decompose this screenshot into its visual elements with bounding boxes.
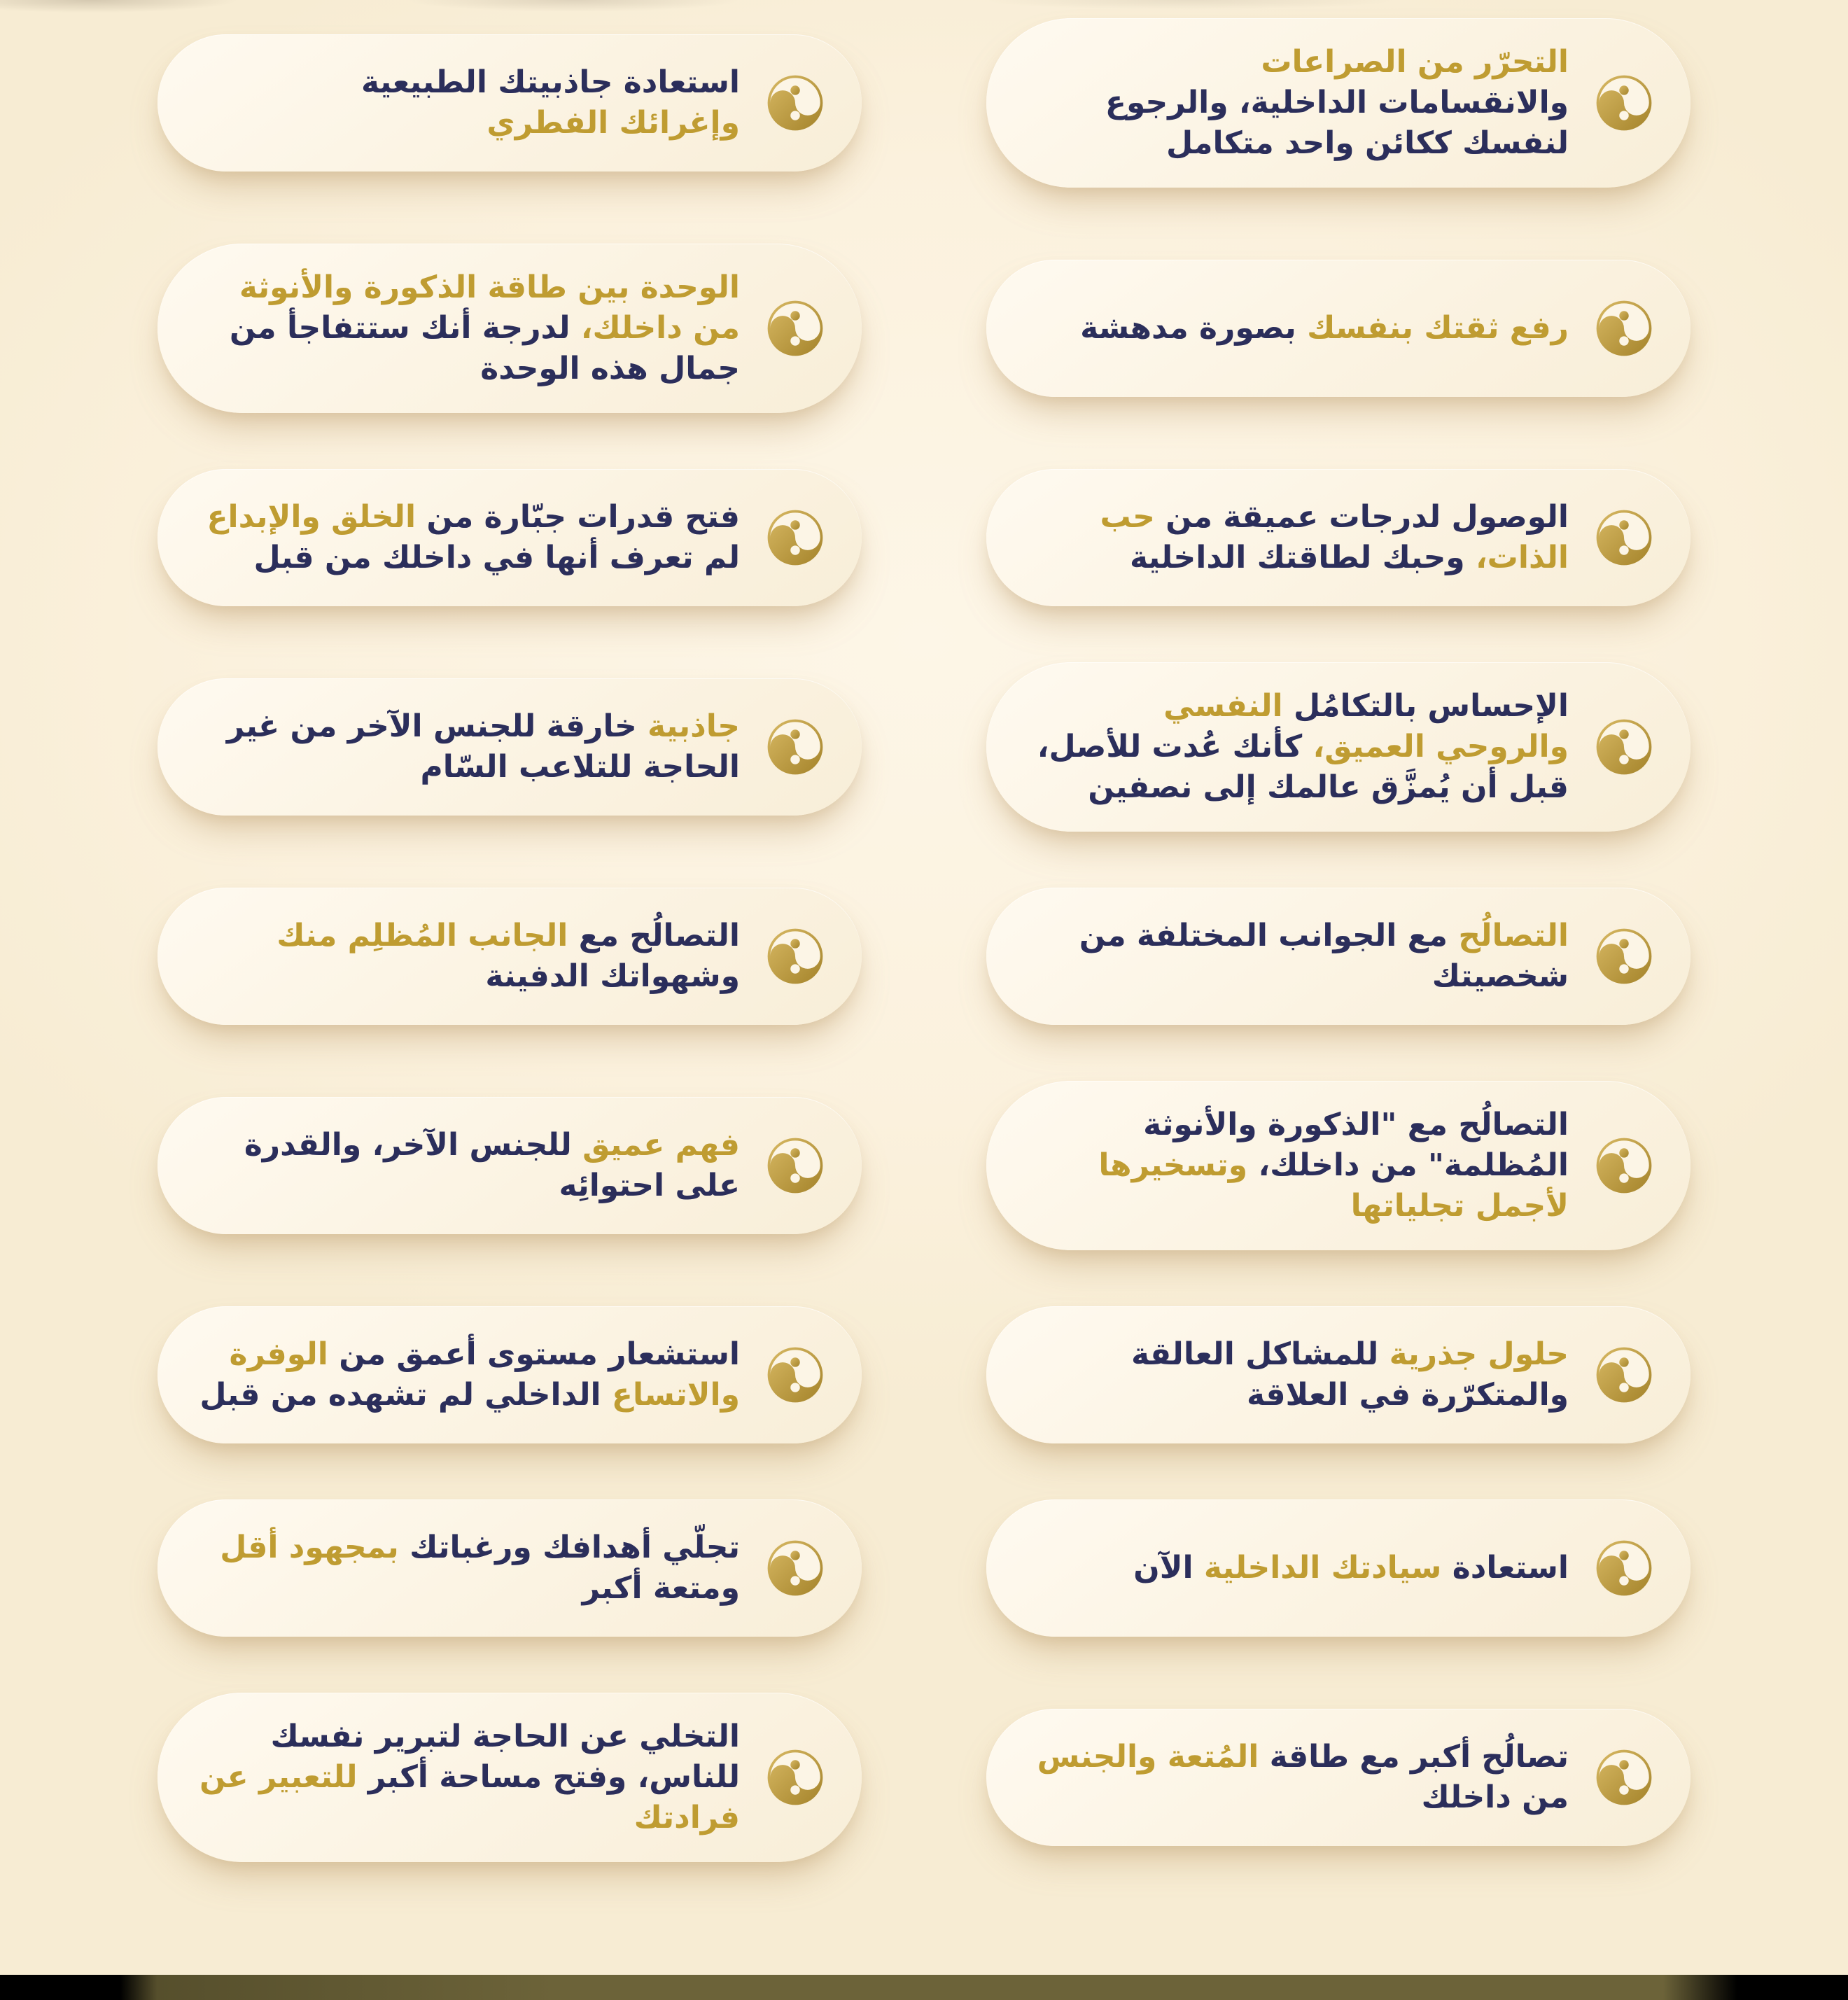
benefit-card <box>986 1081 1690 1250</box>
benefit-text <box>195 706 740 788</box>
text-segment-gold: سيادتك الداخلية <box>1203 1550 1442 1586</box>
benefit-text <box>195 267 740 389</box>
yin-yang-icon <box>1595 509 1653 566</box>
benefit-card <box>986 888 1690 1025</box>
text-segment-gold: بمجهود أقل <box>220 1530 399 1565</box>
benefit-card <box>158 1499 862 1637</box>
text-segment-navy: وشهواتك الدفينة <box>485 958 740 994</box>
text-segment-navy: للجنس الآخر، والقدرة على احتوائِه <box>244 1127 740 1203</box>
benefit-text <box>195 1527 740 1609</box>
benefit-text <box>1024 1105 1569 1226</box>
yin-yang-icon <box>1595 1346 1653 1404</box>
yin-yang-icon <box>766 509 824 566</box>
text-segment-gold: حلول جذرية <box>1389 1336 1569 1372</box>
yin-yang-icon <box>1595 74 1653 132</box>
yin-yang-icon <box>1595 718 1653 776</box>
text-segment-navy: للمشاكل العالقة والمتكرّرة في العلاقة <box>1130 1336 1569 1413</box>
benefit-text <box>1024 686 1569 808</box>
text-segment-navy: ومتعة أكبر <box>582 1570 740 1606</box>
benefit-text <box>195 916 740 997</box>
yin-yang-icon <box>1595 1749 1653 1806</box>
text-segment-navy: فتح قدرات جبّارة من <box>426 499 740 535</box>
benefit-card <box>986 1306 1690 1443</box>
benefit-text <box>1024 1737 1569 1818</box>
benefit-card <box>986 662 1690 832</box>
text-segment-navy: لدرجة أنك ستتفاجأ من جمال هذه الوحدة <box>229 310 740 386</box>
text-segment-navy: لم تعرف أنها في داخلك من قبل <box>253 540 740 575</box>
text-segment-navy: الداخلي لم تشهده من قبل <box>200 1377 601 1413</box>
benefit-text <box>1024 497 1569 578</box>
benefit-card <box>158 1097 862 1234</box>
text-segment-navy: مع الجوانب المختلفة من شخصيتك <box>1079 918 1569 994</box>
yin-yang-icon <box>766 1749 824 1806</box>
text-segment-navy: استعادة <box>1452 1550 1569 1586</box>
benefit-card <box>158 888 862 1025</box>
text-segment-gold: التصالُح <box>1458 918 1569 953</box>
dark-footer-strip <box>0 1975 1848 2000</box>
yin-yang-icon <box>766 928 824 985</box>
text-segment-navy: الإحساس بالتكامُل <box>1293 688 1569 724</box>
text-segment-navy: وحبك لطاقتك الداخلية <box>1129 540 1465 575</box>
benefit-card <box>986 1499 1690 1637</box>
yin-yang-icon <box>1595 1137 1653 1194</box>
benefit-card <box>986 469 1690 606</box>
benefit-card <box>986 1709 1690 1846</box>
benefit-text <box>195 497 740 578</box>
benefit-card <box>158 1693 862 1862</box>
text-segment-gold: النفسي والروحي العميق، <box>1163 688 1569 764</box>
yin-yang-icon <box>766 74 824 132</box>
benefit-text <box>1024 1548 1569 1588</box>
yin-yang-icon <box>766 718 824 776</box>
text-segment-gold: حب الذات، <box>1100 499 1569 575</box>
yin-yang-icon <box>766 1137 824 1194</box>
benefit-card <box>158 678 862 816</box>
text-segment-gold: الوفرة والاتساع <box>229 1336 740 1413</box>
text-segment-navy: استشعار مستوى أعمق من <box>339 1336 740 1372</box>
benefit-card <box>158 244 862 413</box>
benefit-card <box>158 34 862 172</box>
text-segment-gold: فهم عميق <box>582 1127 740 1163</box>
yin-yang-icon <box>1595 1539 1653 1597</box>
text-segment-navy: كأنك عُدت للأصل، قبل أن يُمزَّق عالمك إلى نصفين <box>1037 729 1569 805</box>
text-segment-gold: الجانب المُظلِم منك <box>276 918 568 953</box>
text-segment-gold: جاذبية <box>648 708 740 744</box>
benefit-text <box>1024 1334 1569 1415</box>
text-segment-gold: التحرّر من الصراعات <box>1261 44 1569 80</box>
benefit-card <box>986 18 1690 188</box>
text-segment-navy: والانقسامات الداخلية، والرجوع لنفسك ككائن واحد متكامل <box>1105 85 1569 161</box>
text-segment-navy: الآن <box>1133 1550 1194 1586</box>
text-segment-navy: من داخلك <box>1421 1779 1569 1815</box>
text-segment-gold: للتعبير عن فرادتك <box>200 1759 740 1835</box>
text-segment-gold: الخلق والإبداع <box>206 499 416 535</box>
benefit-text <box>195 1716 740 1838</box>
yin-yang-icon <box>1595 300 1653 357</box>
text-segment-navy: التصالُح مع "الذكورة والأنوثة المُظلمة" من داخلك، <box>1143 1107 1569 1183</box>
text-segment-gold: رفع ثقتك بنفسك <box>1307 310 1569 346</box>
benefit-card <box>158 469 862 606</box>
text-segment-gold: المُتعة والجنس <box>1037 1739 1259 1775</box>
yin-yang-icon <box>766 1346 824 1404</box>
yin-yang-icon <box>766 300 824 357</box>
benefit-text <box>195 62 740 144</box>
benefit-card <box>986 260 1690 397</box>
benefit-text <box>1024 308 1569 349</box>
benefit-text <box>1024 916 1569 997</box>
benefit-card <box>158 1306 862 1443</box>
text-segment-gold: وإغرائك الفطري <box>486 105 740 141</box>
text-segment-navy: خارقة للجنس الآخر من غير الحاجة للتلاعب السّام <box>226 708 740 785</box>
benefit-text <box>195 1125 740 1206</box>
text-segment-navy: التصالُح مع <box>578 918 740 953</box>
yin-yang-icon <box>1595 928 1653 985</box>
text-segment-navy: تجلّي أهدافك ورغباتك <box>410 1530 740 1565</box>
text-segment-navy: التخلي عن الحاجة لتبرير نفسك للناس، وفتح مساحة أكبر <box>270 1719 740 1795</box>
text-segment-navy: تصالُح أكبر مع طاقة <box>1269 1739 1569 1775</box>
text-segment-gold: الوحدة بين طاقة الذكورة والأنوثة من داخلك، <box>239 270 740 346</box>
benefit-text <box>1024 42 1569 164</box>
benefit-text <box>195 1334 740 1415</box>
text-segment-navy: الوصول لدرجات عميقة من <box>1166 499 1569 535</box>
text-segment-navy: بصورة مدهشة <box>1080 310 1296 346</box>
text-segment-gold: وتسخيرها لأجمل تجلياتها <box>1098 1147 1569 1224</box>
yin-yang-icon <box>766 1539 824 1597</box>
text-segment-navy: استعادة جاذبيتك الطبيعية <box>361 64 740 100</box>
